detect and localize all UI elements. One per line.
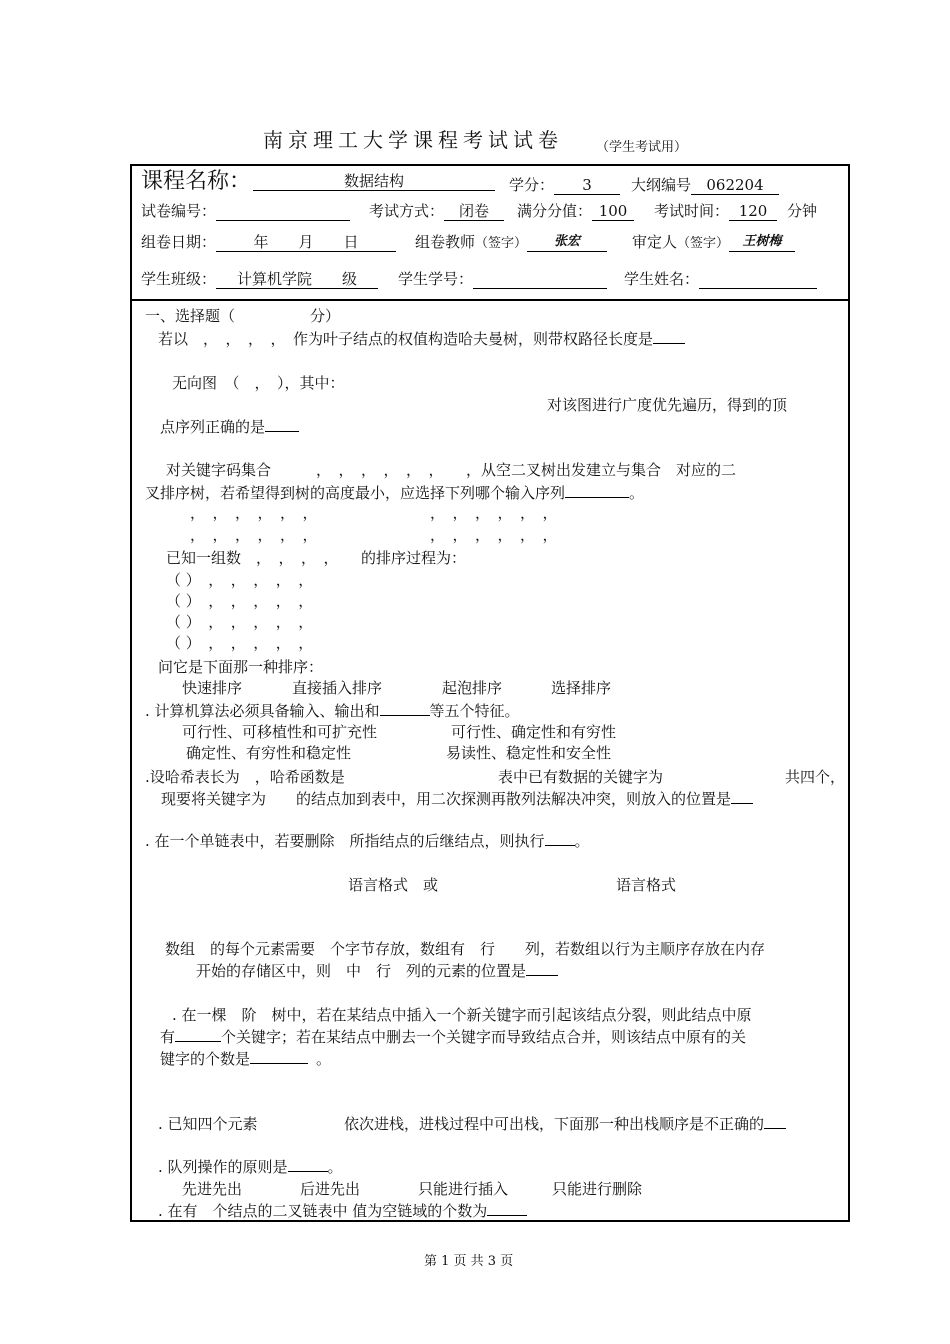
question-4-prompt: 问它是下面那一种排序：: [158, 658, 324, 676]
credit-field: [509, 174, 620, 195]
question-12-text: . 在有 个结点的二叉链表中 值为空链域的个数为: [158, 1202, 488, 1220]
question-6-line-1b: 表中已有数据的关键字为: [498, 768, 664, 786]
question-6-line-1c: 共四个，: [785, 768, 846, 786]
teacher-sign-label: （签字）: [475, 236, 528, 251]
question-5: [145, 700, 520, 721]
question-10a: . 已知四个元素: [158, 1115, 258, 1133]
question-3-end: 。: [629, 484, 645, 502]
answer-blank: [265, 417, 299, 432]
page-footer: 第 1 页 共 3 页: [424, 1254, 514, 1269]
question-5-option-c: 确定性、有穷性和稳定性: [186, 744, 352, 762]
question-7: [145, 830, 590, 851]
full-score-value: 100: [592, 202, 634, 221]
paper-no-field: [141, 200, 350, 221]
question-7-end: 。: [574, 832, 590, 850]
option-selection-sort: 选择排序: [551, 679, 612, 697]
question-5-option-d: 易读性、稳定性和安全性: [446, 744, 612, 762]
answer-blank: [175, 1027, 221, 1042]
teacher-label: 组卷教师: [415, 233, 476, 251]
answer-blank: [380, 701, 430, 716]
credit-value: 3: [554, 176, 620, 195]
question-6-text: 现要将关键字为 的结点加到表中，用二次探测再散列法解决冲突，则放入的位置是: [161, 790, 732, 808]
question-3-text: 叉排序树，若希望得到树的高度最小，应选择下列哪个输入序列: [145, 484, 566, 502]
question-10-text: 依次进栈，进栈过程中可出栈，下面那一种出栈顺序是不正确的: [344, 1115, 765, 1133]
minute-unit: 分钟: [787, 202, 818, 220]
question-9-line-3: [160, 1048, 331, 1069]
question-6-line-2: [161, 788, 753, 809]
date-field: [141, 231, 396, 252]
question-5-end: 等五个特征。: [429, 702, 520, 720]
header-divider: [130, 299, 850, 301]
exam-mode-field: [369, 200, 504, 221]
question-9-text-b: 个关键字；若在某结点中删去一个关键字而导致结点合并，则该结点中原有的关: [221, 1028, 747, 1046]
option-quick-sort: 快速排序: [182, 679, 243, 697]
student-name-label: 学生姓名：: [624, 270, 700, 288]
answer-blank: [250, 1049, 308, 1064]
answer-blank: [545, 831, 575, 846]
option-insertion-sort: 直接插入排序: [292, 679, 383, 697]
question-2-line-3: [160, 416, 299, 437]
question-2-line-1: 无向图 （ ， ），其中：: [172, 374, 345, 392]
full-score-field: [517, 200, 634, 221]
exam-title: 南京理工大学课程考试试卷: [263, 128, 563, 152]
exam-mode-label: 考试方式：: [369, 202, 445, 220]
exam-time-value: 120: [729, 202, 777, 221]
answer-blank: [288, 1157, 328, 1172]
student-name-field: [624, 268, 817, 289]
question-7-format-b: 语言格式: [616, 876, 677, 894]
question-11: [158, 1156, 343, 1177]
full-score-label: 满分分值：: [517, 202, 593, 220]
question-11-option-d: 只能进行删除: [552, 1180, 643, 1198]
question-4-step-4: （ ） ， ， ， ， ，: [166, 634, 314, 652]
question-9-text-c: 键字的个数是: [160, 1050, 251, 1068]
question-8-line-2: [196, 960, 558, 981]
class-field: [141, 268, 378, 289]
exam-subtitle: （学生考试用）: [596, 140, 688, 155]
paper-no-label: 试卷编号：: [141, 202, 217, 220]
credit-label: 学分：: [509, 176, 555, 194]
question-5-option-a: 可行性、可移植性和可扩充性: [182, 723, 378, 741]
course-value: 数据结构: [253, 172, 495, 191]
student-no-field: [398, 268, 607, 289]
question-3-options-2: ， ， ， ， ， ， ， ， ， ， ， ，: [190, 526, 558, 544]
question-1: [158, 328, 685, 349]
question-11-end: 。: [327, 1158, 343, 1176]
student-no-blank: [473, 288, 607, 289]
syllabus-label: 大纲编号: [631, 176, 692, 194]
question-7-format-a: 语言格式 或: [348, 876, 439, 894]
student-name-blank: [699, 288, 817, 289]
question-9-line-2: [160, 1026, 746, 1047]
teacher-field: [415, 231, 607, 252]
class-value: 计算机学院 级: [216, 270, 378, 289]
question-9-text-a: 有: [160, 1028, 176, 1046]
question-8-line-1: 数组 的每个元素需要 个字节存放，数组有 行 列，若数组以行为主顺序存放在内存: [165, 940, 766, 958]
question-4-step-1: （ ） ， ， ， ， ，: [166, 571, 314, 589]
question-7-text: . 在一个单链表中，若要删除 所指结点的后继结点，则执行: [145, 832, 545, 850]
question-5-text: . 计算机算法必须具备输入、输出和: [145, 702, 380, 720]
reviewer-label: 审定人: [632, 233, 678, 251]
date-value: 年 月 日: [216, 233, 396, 252]
question-4-line-1: 已知一组数 ， ， ， ， 的排序过程为：: [166, 549, 467, 567]
teacher-signature: 张宏: [527, 233, 607, 252]
exam-time-field: [654, 200, 817, 221]
answer-blank: [653, 329, 685, 344]
reviewer-signature: 王树梅: [729, 233, 795, 252]
question-3-line-1: 对关键字码集合 ， ， ， ， ， ， ，从空二叉树出发建立与集合 对应的二: [166, 461, 737, 479]
section-heading: 一、选择题（ 分）: [145, 307, 341, 325]
question-3-line-2: [145, 482, 644, 503]
question-9-end: 。: [316, 1050, 332, 1068]
question-1-text: 若以 ， ， ， ， 作为叶子结点的权值构造哈夫曼树，则带权路径长度是: [158, 330, 654, 348]
question-8-text: 开始的存储区中，则 中 行 列的元素的位置是: [196, 962, 527, 980]
answer-blank: [526, 961, 558, 976]
class-label: 学生班级：: [141, 270, 217, 288]
option-bubble-sort: 起泡排序: [442, 679, 503, 697]
exam-mode-value: 闭卷: [444, 202, 504, 221]
syllabus-value: 062204: [691, 176, 779, 195]
question-11-option-b: 后进先出: [300, 1180, 361, 1198]
question-2-text: 点序列正确的是: [160, 418, 266, 436]
course-label: 课程名称：: [141, 169, 252, 194]
question-10b: [344, 1113, 786, 1134]
question-12: [158, 1200, 527, 1221]
student-no-label: 学生学号：: [398, 270, 474, 288]
question-11-option-a: 先进先出: [182, 1180, 243, 1198]
exam-time-label: 考试时间：: [654, 202, 730, 220]
reviewer-field: [632, 231, 795, 252]
answer-blank: [731, 789, 753, 804]
question-6-line-1a: .设哈希表长为 ，哈希函数是: [145, 768, 345, 786]
question-11-text: . 队列操作的原则是: [158, 1158, 288, 1176]
answer-blank: [487, 1201, 527, 1216]
question-9-line-1: . 在一棵 阶 树中，若在某结点中插入一个新关键字而引起该结点分裂，则此结点中原: [172, 1006, 752, 1024]
paper-no-blank: [216, 220, 350, 221]
syllabus-field: [631, 174, 779, 195]
answer-blank: [565, 483, 629, 498]
question-2-line-2: 对该图进行广度优先遍历，得到的顶: [547, 396, 788, 414]
course-value-wrap: [253, 172, 495, 191]
answer-blank: [764, 1114, 786, 1129]
info-row-1: [141, 164, 251, 195]
reviewer-sign-label: （签字）: [677, 236, 730, 251]
question-11-option-c: 只能进行插入: [418, 1180, 509, 1198]
question-4-step-2: （ ） ， ， ， ， ，: [166, 592, 314, 610]
question-5-option-b: 可行性、确定性和有穷性: [451, 723, 617, 741]
date-label: 组卷日期：: [141, 233, 217, 251]
question-4-step-3: （ ） ， ， ， ， ，: [166, 613, 314, 631]
question-3-options-1: ， ， ， ， ， ， ， ， ， ， ， ，: [190, 504, 558, 522]
